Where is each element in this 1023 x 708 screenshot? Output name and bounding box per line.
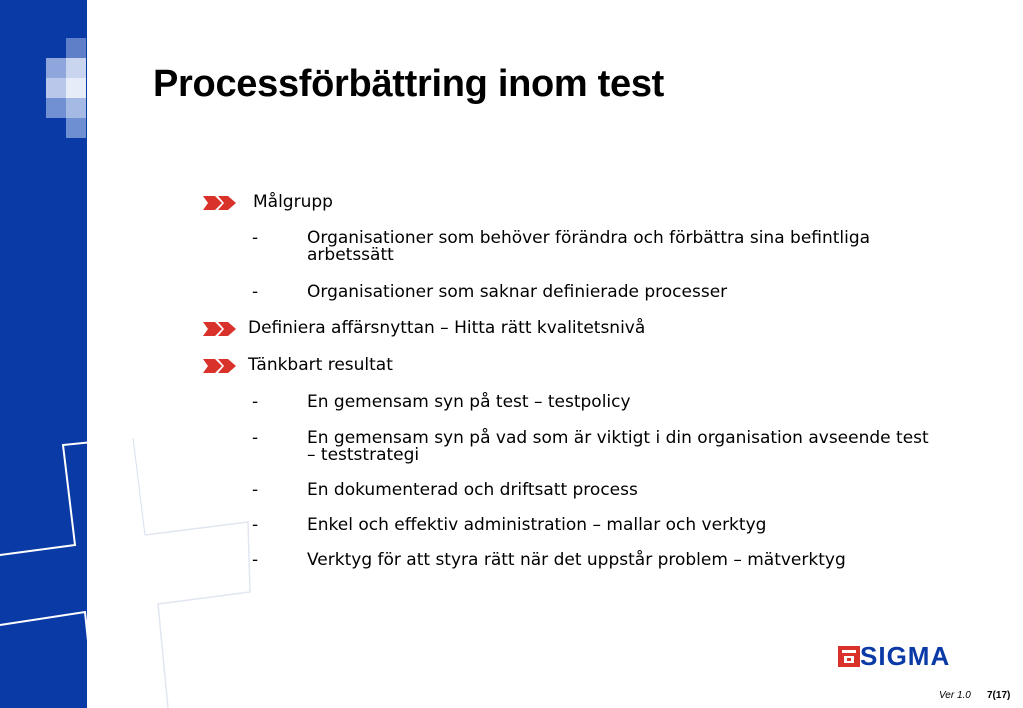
bullet-item	[203, 357, 393, 374]
sub-item	[252, 517, 942, 534]
sub-item	[252, 552, 942, 569]
sub-text: En gemensam syn på vad som är viktigt i din organisation avseende test – teststrategi	[307, 428, 929, 465]
dash: -	[252, 550, 259, 570]
sub-text: Organisationer som saknar definierade processer	[307, 282, 728, 302]
dash: -	[252, 428, 259, 448]
bullet-text: Målgrupp	[253, 192, 333, 212]
double-arrow-icon	[203, 321, 237, 337]
sigma-logo-mark-icon	[838, 646, 860, 667]
dash: -	[252, 228, 259, 248]
dash: -	[252, 392, 259, 412]
bullet-item	[203, 320, 645, 337]
sub-item	[252, 394, 942, 411]
sub-item	[252, 430, 942, 464]
dash: -	[252, 515, 259, 535]
dash: -	[252, 282, 259, 302]
bullet-text: Definiera affärsnyttan – Hitta rätt kvalitetsnivå	[248, 318, 646, 338]
double-arrow-icon	[203, 195, 237, 211]
sub-item	[252, 284, 942, 301]
sub-text: Verktyg för att styra rätt när det uppstår problem – mätverktyg	[307, 550, 846, 570]
sub-text: Organisationer som behöver förändra och förbättra sina befintliga arbetssätt	[307, 228, 871, 265]
page-number: 7(17)	[987, 690, 1011, 701]
logo-text: SIGMA	[860, 641, 951, 671]
sub-text: En gemensam syn på test – testpolicy	[307, 392, 631, 412]
sub-item	[252, 482, 942, 499]
version-label: Ver 1.0	[939, 690, 971, 701]
sigma-logo	[838, 641, 951, 671]
sub-item	[252, 230, 942, 264]
sub-text: Enkel och effektiv administration – mallar och verktyg	[307, 515, 767, 535]
page-title: Processförbättring inom test	[153, 63, 665, 105]
bullet-text: Tänkbart resultat	[248, 355, 393, 375]
double-arrow-icon	[203, 358, 237, 374]
sub-text: En dokumenterad och driftsatt process	[307, 480, 638, 500]
dash: -	[252, 480, 259, 500]
bullet-item	[203, 194, 333, 211]
